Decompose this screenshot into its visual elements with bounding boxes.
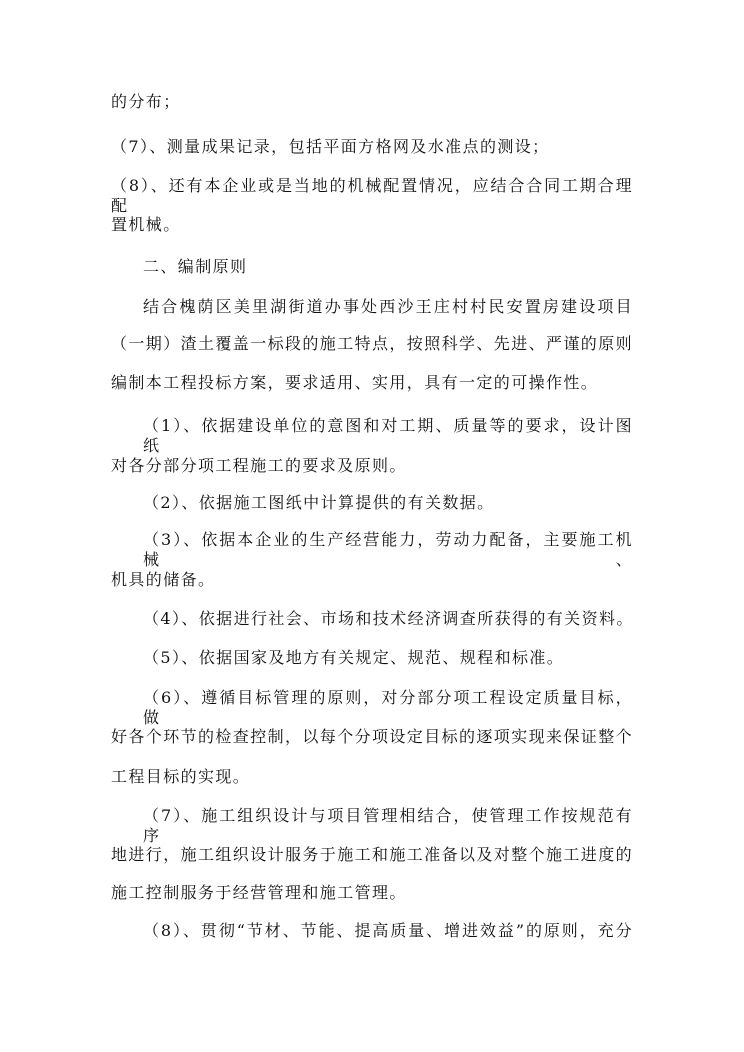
text-line: （1）、依据建设单位的意图和对工期、质量等的要求，设计图纸 (143, 416, 633, 455)
section-heading: 二、编制原则 (143, 257, 248, 276)
text-line: 好各个环节的检查控制，以每个分项设定目标的逐项实现来保证整个 (111, 727, 634, 746)
text-line: （4）、依据进行社会、市场和技术经济调查所获得的有关资料。 (143, 609, 634, 628)
text-line: （2）、依据施工图纸中计算提供的有关数据。 (143, 493, 495, 512)
text-line: 施工控制服务于经营管理和施工管理。 (111, 883, 407, 902)
text-line: （一期）渣土覆盖一标段的施工特点，按照科学、先进、严谨的原则 (111, 334, 634, 353)
text-line: （6）、遵循目标管理的原则，对分部分项工程设定质量目标，做 (143, 688, 633, 727)
text-line: 对各分部分项工程施工的要求及原则。 (111, 456, 407, 475)
text-line: （8）、还有本企业或是当地的机械配置情况，应结合合同工期合理配 (111, 176, 633, 215)
text-line: （3）、依据本企业的生产经营能力，劳动力配备，主要施工机械、 (143, 530, 633, 569)
text-line: 工程目标的实现。 (111, 767, 251, 786)
text-line: 编制本工程投标方案，要求适用、实用，具有一定的可操作性。 (111, 373, 599, 392)
text-line: 置机械。 (111, 215, 181, 234)
text-line: （8）、贯彻“节材、节能、提高质量、增进效益”的原则，充分 (143, 921, 633, 940)
text-line: 地进行，施工组织设计服务于施工和施工准备以及对整个施工进度的 (111, 845, 634, 864)
text-line: 的分布； (111, 92, 181, 111)
text-line: （7）、测量成果记录，包括平面方格网及水准点的测设； (111, 137, 550, 156)
text-line: （5）、依据国家及地方有关规定、规范、规程和标准。 (143, 648, 565, 667)
text-line: 机具的储备。 (111, 570, 216, 589)
text-line: （7）、施工组织设计与项目管理相结合，使管理工作按规范有序 (143, 806, 633, 845)
text-line: 结合槐荫区美里湖街道办事处西沙王庄村村民安置房建设项目 (143, 297, 633, 316)
